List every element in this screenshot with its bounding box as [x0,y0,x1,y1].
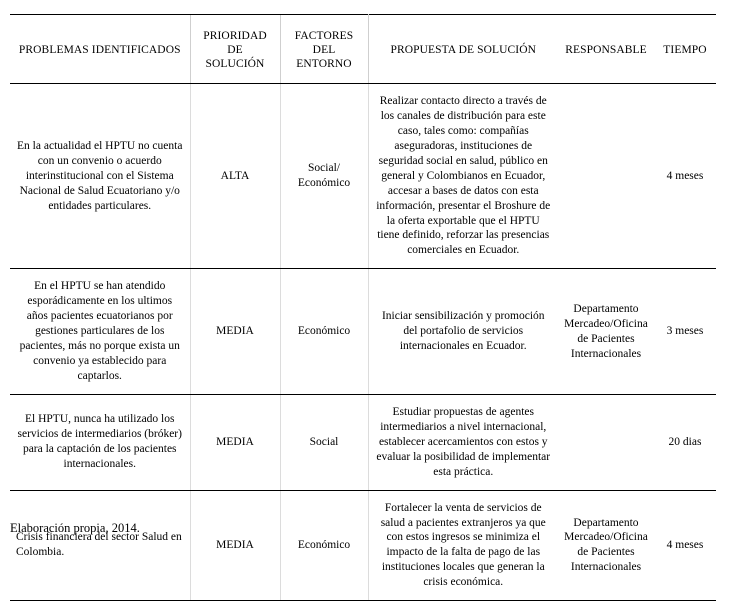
cell-factores: Económico [280,490,368,601]
problems-solutions-table [10,14,716,601]
column-header-tiempo [654,15,716,84]
column-header-problemas [10,15,190,84]
cell-responsable: Departamento Mercadeo/Oficina de Pacientes Internacionales [558,269,654,395]
column-header-propuesta [368,15,558,84]
header-line: SOLUCIÓN [205,58,265,71]
cell-propuesta: Estudiar propuestas de agentes intermediarios a nivel internacional, establecer acercamientos con estos y evaluar la posibilidad de implementar esta práctica. [368,394,558,490]
column-header-responsable [558,15,654,84]
cell-factores: Social/ Económico [280,84,368,269]
cell-prioridad: MEDIA [190,269,280,395]
table-row [10,394,716,490]
header-line: PRIORIDAD DE [203,30,267,57]
cell-factores: Económico [280,269,368,395]
cell-problema: En el HPTU se han atendido esporádicamente en los ultimos años pacientes ecuatorianos por gestiones particulares de los pacientes, más no porque exista un convenio ya establecido para captarlos. [10,269,190,395]
cell-responsable [558,394,654,490]
cell-tiempo: 4 meses [654,490,716,601]
header-line: DEL ENTORNO [296,44,352,71]
cell-responsable [558,84,654,269]
cell-problema: En la actualidad el HPTU no cuenta con un convenio o acuerdo interinstitucional con el Sistema Nacional de Salud Ecuatoriano y/o entidades particulares. [10,84,190,269]
cell-tiempo: 4 meses [654,84,716,269]
column-header-prioridad [190,15,280,84]
cell-prioridad: ALTA [190,84,280,269]
table-header [10,15,716,84]
header-line: RESPONSABLE [565,44,647,57]
table-caption: Elaboración propia, 2014. [10,521,140,535]
table-container [10,14,716,601]
cell-tiempo: 3 meses [654,269,716,395]
table-row [10,490,716,601]
cell-tiempo: 20 dias [654,394,716,490]
cell-responsable: Departamento Mercadeo/Oficina de Pacientes Internacionales [558,490,654,601]
header-row [10,15,716,84]
cell-propuesta: Realizar contacto directo a través de los canales de distribución para este caso, tales como: compañías aseguradoras, instituciones de seguridad social en salud, público en general y Colombianos en Ecuador, accesar a bases de datos con esta información, presentar el Broshure de la oferta exportable que el HPTU tiene definido, reforzar las presencias comerciales en Ecuador. [368,84,558,269]
cell-propuesta: Fortalecer la venta de servicios de salud a pacientes extranjeros ya que con estos ingresos se minimiza el impacto de la falta de pago de las instituciones locales que generan la crisis económica. [368,490,558,601]
column-header-factores [280,15,368,84]
header-line: FACTORES [294,30,354,42]
table-row [10,84,716,269]
cell-problema: El HPTU, nunca ha utilizado los servicios de intermediarios (bróker) para la captación de los pacientes internacionales. [10,394,190,490]
header-line: PROPUESTA DE SOLUCIÓN [390,44,537,57]
header-line: TIEMPO [663,44,707,57]
cell-factores: Social [280,394,368,490]
cell-prioridad: MEDIA [190,490,280,601]
cell-problema: Crisis financiera del sector Salud en Colombia. [10,490,190,601]
cell-prioridad: MEDIA [190,394,280,490]
table-row [10,269,716,395]
cell-propuesta: Iniciar sensibilización y promoción del portafolio de servicios internacionales en Ecuador. [368,269,558,395]
header-line: PROBLEMAS IDENTIFICADOS [18,44,181,57]
